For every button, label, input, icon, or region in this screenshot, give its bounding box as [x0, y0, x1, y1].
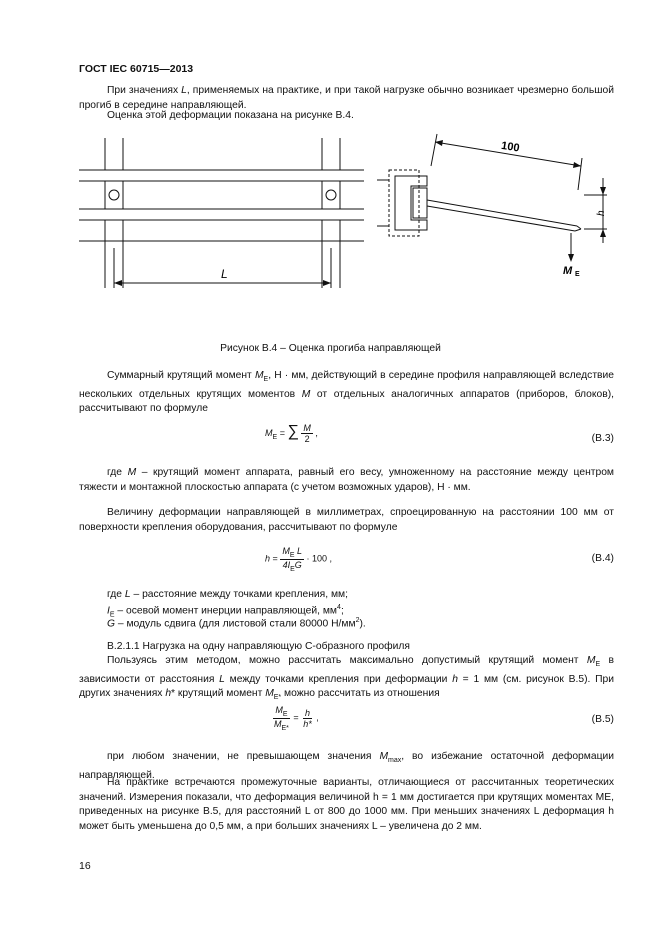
equation-b5: $\frac{M_E}{M_{E*}}$ = $\frac{h}{h*}$ ,	[274, 705, 319, 732]
label-h: h	[596, 210, 607, 216]
where-G: G – модуль сдвига (для листовой стали 80000 $Н/мм^2$).	[107, 617, 366, 630]
figure-b4	[79, 128, 619, 296]
paragraph-8: На практике встречаются промежуточные варианты, отличающиеся от рассчитанных теоретических значений. Измерения показали, что деформация величиной h = 1 мм достигается при крутящих моментах ME, приведенных на рисунке В.5, для расстояний L от 800 до 1000 мм. При меньших значениях L деформация h может быть уменьшена до 0,5 мм, а при больших значениях L – увеличена до 2 мм.	[79, 777, 614, 832]
paragraph-2: Оценка этой деформации показана на рисунке В.4.	[107, 110, 354, 121]
section-heading: В.2.1.1 Нагрузка на одну направляющую С-образного профиля	[107, 641, 410, 652]
paragraph-6: Пользуясь этим методом, можно рассчитать максимально допустимый крутящий момент $M_E$ в зависимости от расстояния L между точками крепления при деформации h = 1 мм (см. рисунок В.5). При других значениях h* крутящий момент $M_{E*}$ можно рассчитать из отношения	[79, 655, 614, 702]
label-ME-sub: E	[575, 271, 580, 278]
label-ME: M	[563, 265, 573, 277]
equation-number-b5: (В.5)	[591, 714, 614, 725]
figure-caption: Рисунок В.4 – Оценка прогиба направляющей	[220, 343, 441, 354]
equation-b4: h = $\frac{M_E L}{4I_EG}$ · 100 ,	[265, 546, 333, 573]
page-number: 16	[79, 860, 91, 872]
equation-b3: $M_E$ = ∑ $\frac{M}{2}$ ,	[265, 423, 318, 445]
equation-number-b4: (В.4)	[591, 553, 614, 564]
paragraph-4: где M – крутящий момент аппарата, равный его весу, умноженному на расстояние между центром тяжести и монтажной плоскостью аппарата (с учетом возможных ударов), Н · мм.	[79, 467, 615, 493]
paragraph-1: При значениях L, применяемых на практике, и при такой нагрузке обычно возникает чрезмерно большой прогиб в середине направляющей.	[79, 85, 615, 111]
where-L: где L – расстояние между точками крепления, мм;	[107, 589, 348, 600]
label-L: L	[221, 267, 228, 281]
equation-number-b3: (В.3)	[591, 433, 614, 444]
paragraph-5: Величину деформации направляющей в миллиметрах, спроецированную на расстоянии 100 мм от поверхности крепления оборудования, рассчитывают по формуле	[79, 507, 614, 533]
rail-side-view	[377, 134, 607, 258]
document-header: ГОСТ IEC 60715—2013	[79, 63, 194, 75]
rail-front-view	[79, 138, 364, 288]
where-IE: $I_E$ – осевой момент инерции направляющей, $мм^4$;	[107, 604, 344, 619]
paragraph-7: при любом значении, не превышающем значения $M_{max}$, во избежание остаточной деформации направляющей.	[79, 751, 614, 781]
paragraph-3: Суммарный крутящий момент $M_E$, Н · мм, действующий в середине профиля направляющей вследствие нескольких отдельных крутящих моментов M от отдельных аналогичных аппаратов (приборов, блоков), рассчитывают по формуле	[79, 370, 614, 415]
label-100: 100	[500, 139, 521, 155]
